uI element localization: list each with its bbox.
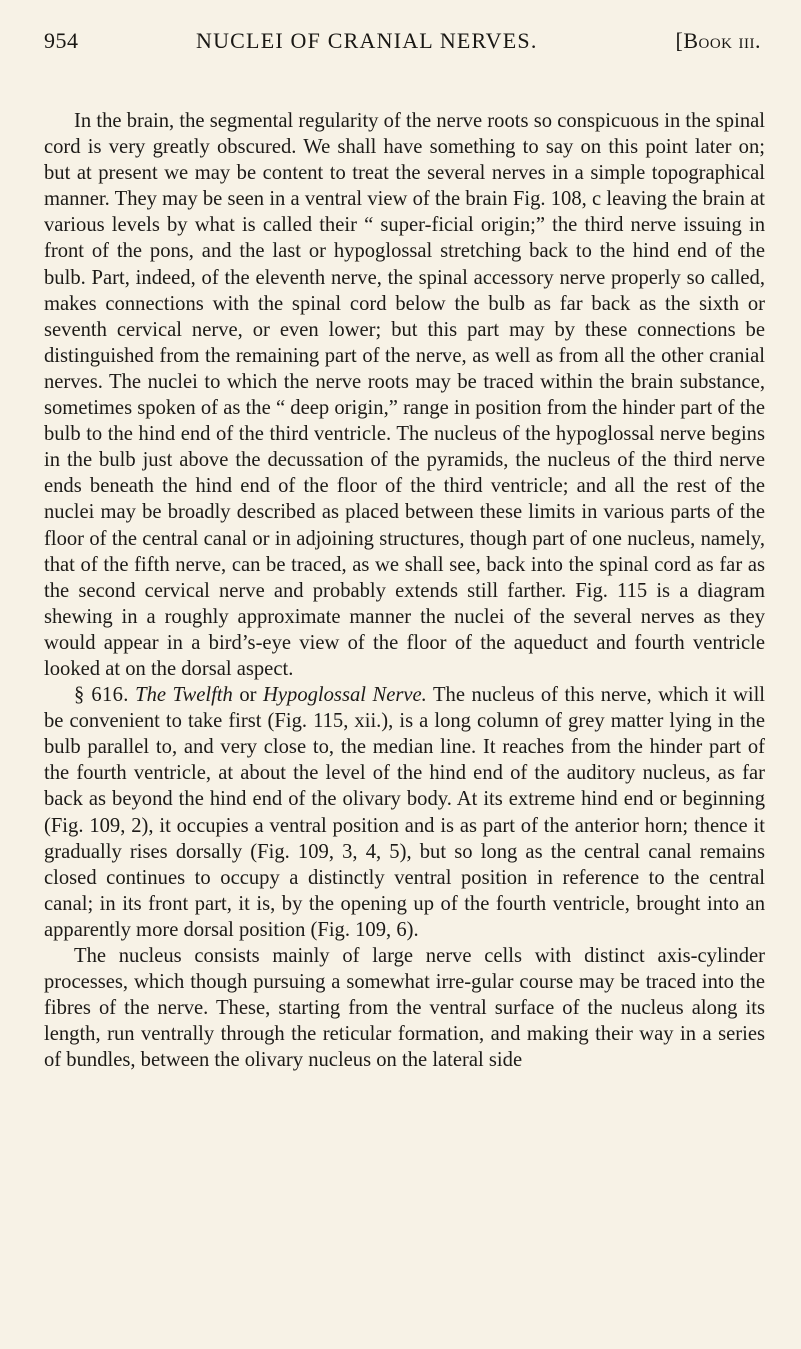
running-header xyxy=(44,22,765,66)
body-text xyxy=(44,108,765,1073)
section-title-part1: The Twelfth xyxy=(135,684,233,707)
page-number: 954 xyxy=(44,28,79,53)
section-616-paragraph xyxy=(44,682,765,943)
paragraph: In the brain, the segmental regularity of the nerve roots so conspicuous in the spinal cord is very greatly obscured. We shall have something to say on this point later on; but at present we may be content to treat the several nerves in a simple topographical manner. They may be seen in a ventral view of the brain Fig. 108, c leaving the brain at various levels by what is called their “ super-ficial origin;” the third nerve issuing in front of the pons, and the last or hypoglossal stretching back to the hind end of the bulb. Part, indeed, of the eleventh nerve, the spinal accessory nerve properly so called, makes connections with the spinal cord below the bulb as far back as the sixth or seventh cervical nerve, or even lower; but this part may by these connections be distinguished from the remaining part of the nerve, as well as from all the other cranial nerves. The nuclei to which the nerve roots may be traced within the brain substance, sometimes spoken of as the “ deep origin,” range in position from the hinder part of the bulb to the hind end of the third ventricle. The nucleus of the hypoglossal nerve begins in the bulb just above the decussation of the pyramids, the nucleus of the third nerve ends beneath the hind end of the floor of the third ventricle; and all the rest of the nuclei may be broadly described as placed between these limits in various parts of the floor of the central canal or in adjoining structures, though part of one nucleus, namely, that of the fifth nerve, can be traced, as we shall see, back into the spinal cord as far as the second cervical nerve and probably extends still farther. Fig. 115 is a diagram shewing in a roughly approximate manner the nuclei of the several nerves as they would appear in a bird’s-eye view of the floor of the aqueduct and fourth ventricle looked at on the dorsal aspect. xyxy=(44,110,765,680)
running-title: NUCLEI OF CRANIAL NERVES. xyxy=(196,28,538,53)
section-title-part2: Hypoglossal Nerve. xyxy=(263,684,427,707)
section-title-or: or xyxy=(239,684,257,707)
paragraph: The nucleus consists mainly of large nerve cells with distinct axis-cylinder processes, which though pursuing a somewhat irre-gular course may be traced into the fibres of the nerve. These, starting from the ventral surface of the nucleus along its length, run ventrally through the reticular formation, and making their way in a series of bundles, between the olivary nucleus on the lateral side xyxy=(44,945,765,1072)
section-text: The nucleus of this nerve, which it will be convenient to take first (Fig. 115, xii.), is a long column of grey matter lying in the bulb parallel to, and very close to, the median line. It reaches from the hinder part of the fourth ventricle, at about the level of the hind end of the auditory nucleus, as far back as beyond the hind end of the olivary body. At its extreme hind end or beginning (Fig. 109, 2), it occupies a ventral position and is as part of the anterior horn; thence it gradually rises dorsally (Fig. 109, 3, 4, 5), but so long as the central canal remains closed continues to occupy a distinctly ventral position in reference to the central canal; in its front part, it is, by the opening up of the fourth ventricle, brought into an apparently more dorsal position (Fig. 109, 6). xyxy=(44,684,766,941)
section-mark: § 616. xyxy=(74,684,129,707)
book-label: [Book iii. xyxy=(675,28,761,53)
